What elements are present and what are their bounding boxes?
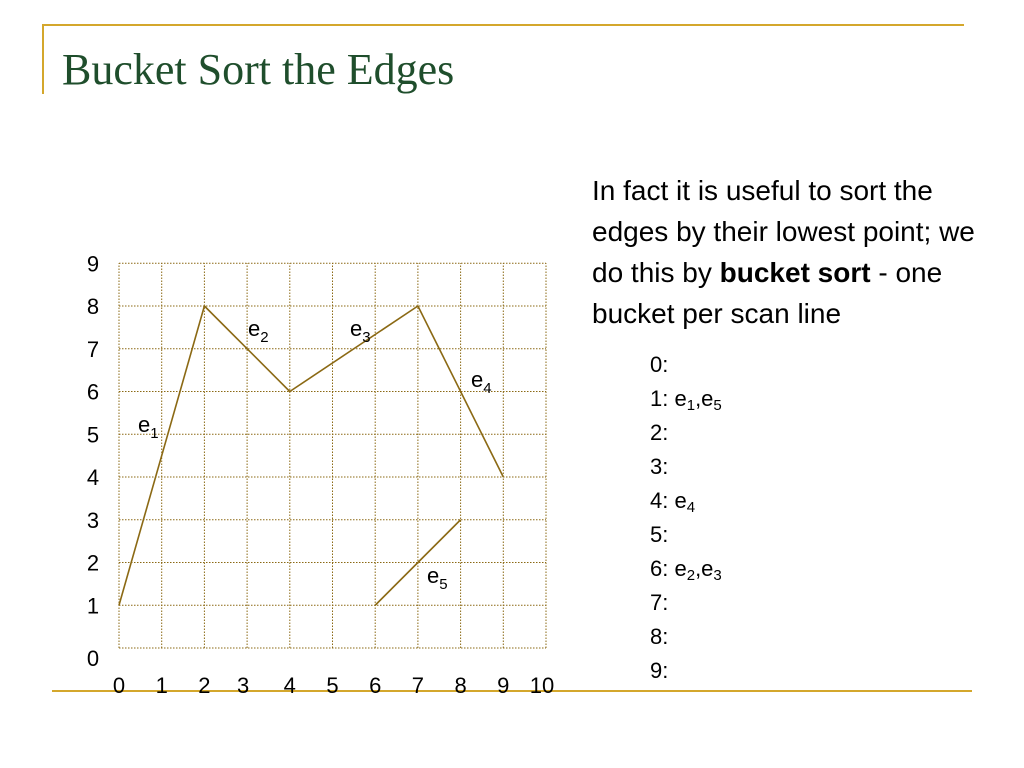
explanation-text: In fact it is useful to sort the edges by their lowest point; we do this by	[592, 175, 975, 288]
y-tick-label: 7	[86, 336, 100, 362]
explanation-bold-term: bucket sort	[719, 257, 871, 288]
edge-label: $e_1$	[138, 412, 159, 442]
bucket-edge: $,e_5$	[695, 386, 722, 414]
bucket-label: 0:	[650, 352, 669, 377]
x-tick-label: 2	[198, 673, 211, 698]
x-tick-label: 7	[411, 673, 425, 698]
x-tick-label: 1	[155, 673, 168, 698]
bucket-label: 6:	[650, 556, 669, 581]
bucket-label: 2:	[650, 420, 669, 445]
bucket-label: 3:	[650, 454, 669, 479]
bucket-edge: $e_2$	[668, 556, 696, 584]
edge-label: $e_3$	[350, 316, 371, 346]
y-tick-label: 3	[86, 507, 100, 533]
bucket-edge: $e_4$	[668, 488, 696, 516]
x-tick-label: 10	[529, 673, 555, 698]
bucket-label: 7:	[650, 590, 669, 615]
y-tick-label: 8	[86, 294, 100, 319]
y-tick-label: 1	[86, 593, 100, 619]
y-tick-label: 2	[86, 550, 100, 576]
bucket-edge: $,e_3$	[695, 556, 722, 584]
slide-title: Bucket Sort the Edges	[62, 45, 455, 94]
y-tick-label: 4	[86, 465, 100, 490]
bucket-label: 8:	[650, 624, 669, 649]
y-tick-label: 5	[86, 422, 100, 448]
bucket-label: 1:	[650, 386, 669, 411]
bucket-edge: $e_1$	[668, 386, 696, 414]
x-tick-label: 4	[283, 673, 296, 698]
y-tick-label: 9	[86, 251, 100, 277]
x-tick-label: 6	[369, 673, 382, 698]
explanation-text-end: - one bucket per scan line	[592, 257, 943, 329]
edge-label: $e_5$	[427, 563, 448, 593]
edge-label: $e_4$	[471, 367, 492, 397]
x-tick-label: 0	[112, 673, 126, 698]
x-tick-label: 9	[497, 673, 510, 698]
bucket-label: 9:	[650, 658, 669, 683]
bucket-label: 5:	[650, 522, 669, 547]
bucket-label: 4:	[650, 488, 669, 513]
edge-label: $e_2$	[248, 316, 269, 346]
x-tick-label: 5	[326, 673, 339, 698]
y-tick-label: 6	[86, 379, 100, 405]
y-tick-label: 0	[86, 646, 100, 671]
x-tick-label: 3	[236, 673, 250, 698]
x-tick-label: 8	[454, 673, 467, 698]
